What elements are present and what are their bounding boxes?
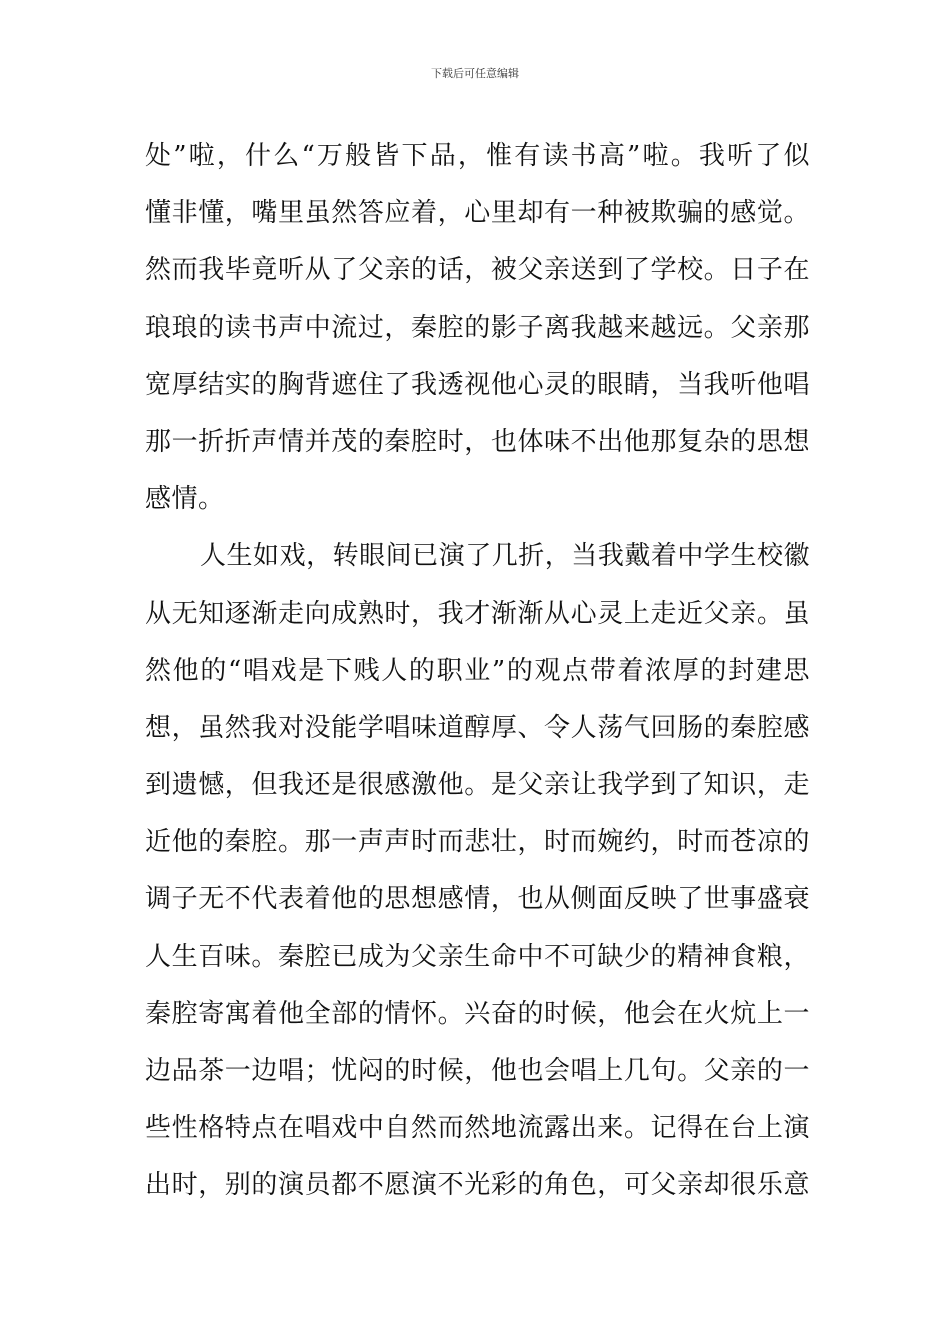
text-line: 秦腔寄寓着他全部的情怀。兴奋的时候，他会在火炕上一	[145, 998, 810, 1029]
paragraph-2	[145, 528, 810, 1214]
text-line: 那一折折声情并茂的秦腔时，也体味不出他那复杂的思想	[145, 426, 810, 457]
text-line: 然而我毕竟听从了父亲的话，被父亲送到了学校。日子在	[145, 255, 810, 286]
text-line: 些性格特点在唱戏中自然而然地流露出来。记得在台上演	[145, 1113, 810, 1144]
paragraph-1	[145, 128, 810, 528]
text-line: 琅琅的读书声中流过，秦腔的影子离我越来越远。父亲那	[145, 312, 810, 343]
text-line: 到遗憾，但我还是很感激他。是父亲让我学到了知识，走	[145, 770, 810, 801]
text-line: 近他的秦腔。那一声声时而悲壮，时而婉约，时而苍凉的	[145, 827, 810, 858]
text-line: 边品茶一边唱；忧闷的时候，他也会唱上几句。父亲的一	[145, 1056, 810, 1086]
document-body	[145, 128, 810, 1215]
text-line: 处”啦，什么“万般皆下品，惟有读书高”啦。我听了似	[145, 141, 810, 171]
text-line: 宽厚结实的胸背遮住了我透视他心灵的眼睛，当我听他唱	[145, 369, 810, 400]
text-line: 人生如戏，转眼间已演了几折，当我戴着中学生校徽	[200, 541, 810, 572]
text-line: 人生百味。秦腔已成为父亲生命中不可缺少的精神食粮，	[145, 941, 810, 972]
text-line: 从无知逐渐走向成熟时，我才渐渐从心灵上走近父亲。虽	[145, 598, 810, 629]
text-line: 懂非懂，嘴里虽然答应着，心里却有一种被欺骗的感觉。	[145, 198, 810, 229]
text-line: 然他的“唱戏是下贱人的职业”的观点带着浓厚的封建思	[145, 655, 810, 686]
text-line: 感情。	[145, 484, 225, 515]
page-header: 下载后可任意编辑	[431, 67, 519, 80]
text-line: 想，虽然我对没能学唱味道醇厚、令人荡气回肠的秦腔感	[145, 712, 810, 743]
text-line: 调子无不代表着他的思想感情，也从侧面反映了世事盛衰	[145, 884, 810, 915]
text-line: 出时，别的演员都不愿演不光彩的角色，可父亲却很乐意	[145, 1170, 810, 1201]
